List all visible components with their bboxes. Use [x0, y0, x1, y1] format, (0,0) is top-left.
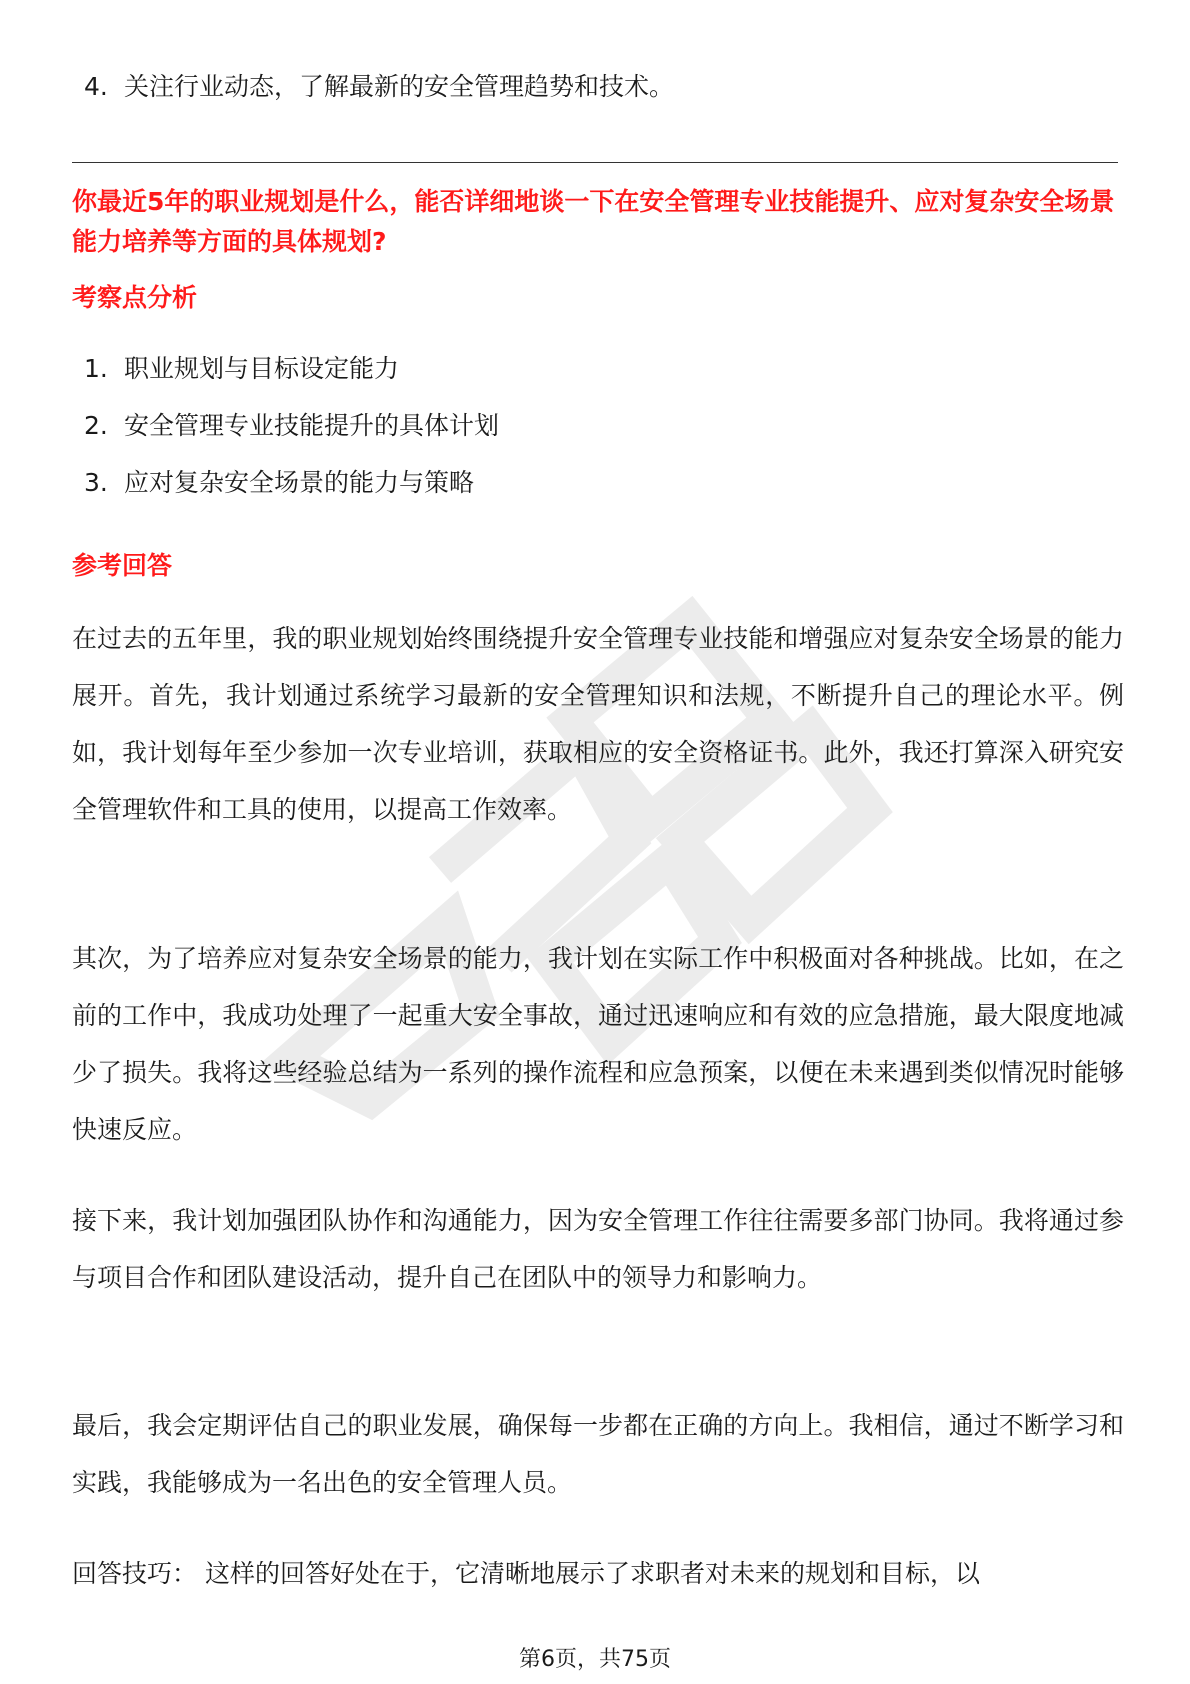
answer-paragraph: 在过去的五年里，我的职业规划始终围绕提升安全管理专业技能和增强应对复杂安全场景的能力展开。首先，我计划通过系统学习最新的安全管理知识和法规，不断提升自己的理论水平。例如，我计划每年至少参加一次专业培训，获取相应的安全资格证书。此外，我还打算深入研究安全管理软件和工具的使用，以提高工作效率。: [72, 624, 1124, 824]
list-item: [84, 58, 674, 115]
answer-paragraph: 其次，为了培养应对复杂安全场景的能力，我计划在实际工作中积极面对各种挑战。比如，在之前的工作中，我成功处理了一起重大安全事故，通过迅速响应和有效的应急措施，最大限度地减少了损失。我将这些经验总结为一系列的操作流程和应急预案，以便在未来遇到类似情况时能够快速反应。: [72, 944, 1124, 1144]
list-text: 安全管理专业技能提升的具体计划: [124, 411, 500, 440]
list-item: [84, 340, 499, 397]
analysis-list: [84, 340, 499, 511]
list-text: 关注行业动态，了解最新的安全管理趋势和技术。: [124, 72, 675, 101]
answer-paragraph: 接下来，我计划加强团队协作和沟通能力，因为安全管理工作往往需要多部门协同。我将通过参与项目合作和团队建设活动，提升自己在团队中的领导力和影响力。: [72, 1206, 1124, 1292]
page-number: 第6页，共75页: [519, 1647, 671, 1672]
list-number: 1.: [84, 354, 108, 383]
list-number: 4.: [84, 72, 108, 101]
list-number: 2.: [84, 411, 108, 440]
list-item: [84, 397, 499, 454]
analysis-heading: 考察点分析: [72, 283, 198, 312]
list-item: [84, 454, 499, 511]
list-text: 职业规划与目标设定能力: [124, 354, 400, 383]
answer-tips: 回答技巧： 这样的回答好处在于，它清晰地展示了求职者对未来的规划和目标，以: [72, 1559, 980, 1588]
section-divider: [72, 162, 1118, 163]
answer-paragraph: 最后，我会定期评估自己的职业发展，确保每一步都在正确的方向上。我相信，通过不断学习和实践，我能够成为一名出色的安全管理人员。: [72, 1411, 1124, 1497]
interview-question: 你最近5年的职业规划是什么，能否详细地谈一下在安全管理专业技能提升、应对复杂安全场景能力培养等方面的具体规划?: [72, 187, 1115, 256]
list-number: 3.: [84, 468, 108, 497]
list-text: 应对复杂安全场景的能力与策略: [124, 468, 475, 497]
answer-heading: 参考回答: [72, 551, 173, 580]
previous-list: [84, 58, 674, 115]
